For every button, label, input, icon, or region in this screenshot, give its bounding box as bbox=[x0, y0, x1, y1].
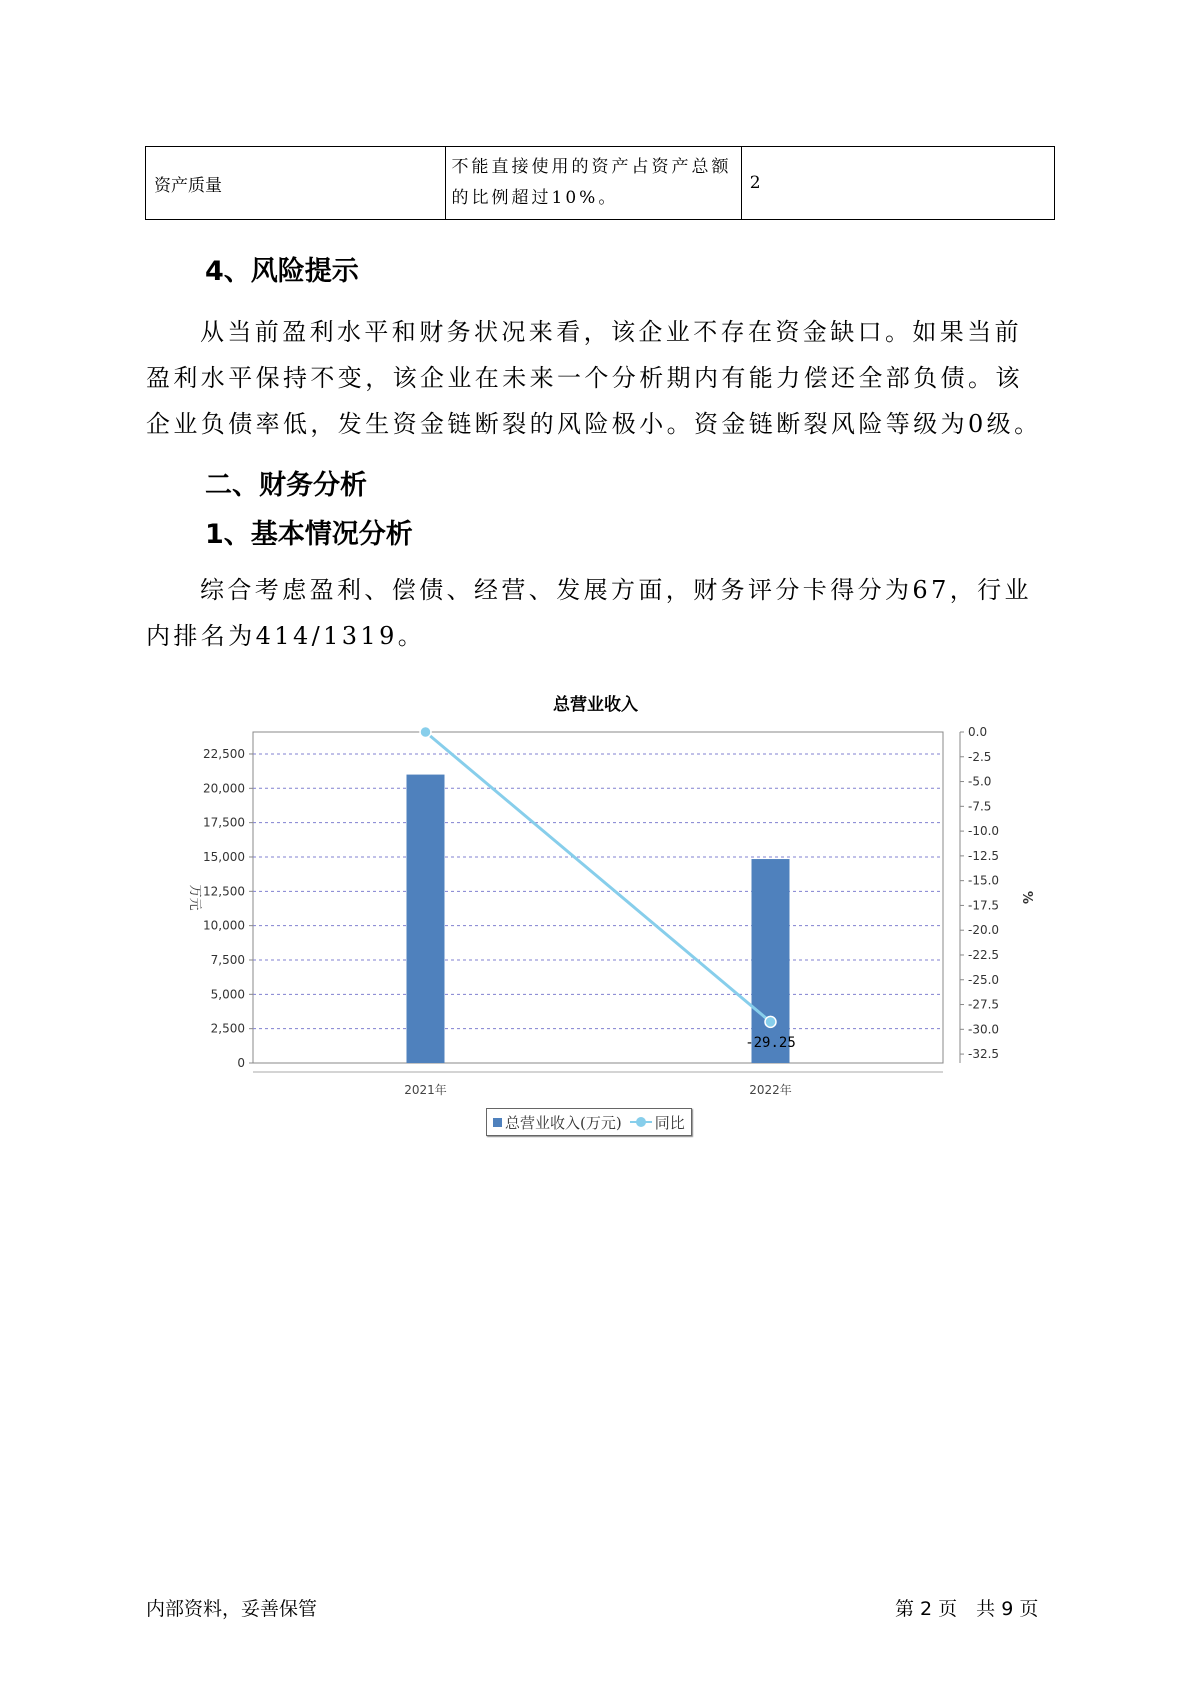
y-tick-label: 7,500 bbox=[210, 952, 245, 967]
y-tick-label: 5,000 bbox=[210, 987, 245, 1002]
y2-tick-label: -17.5 bbox=[968, 898, 1000, 913]
chart-legend bbox=[486, 1108, 692, 1136]
yoy-line bbox=[426, 732, 771, 1022]
y2-tick-label: -27.5 bbox=[968, 997, 1000, 1012]
y-axis-label: 万元 bbox=[187, 884, 202, 911]
legend-line-swatch bbox=[630, 1117, 652, 1127]
revenue-bar bbox=[407, 775, 445, 1063]
y-tick-label: 2,500 bbox=[210, 1021, 245, 1036]
y-tick-label: 10,000 bbox=[203, 918, 245, 933]
yoy-data-label: -29.25 bbox=[745, 1034, 796, 1051]
footer-left: 内部资料，妥善保管 bbox=[146, 1598, 318, 1620]
y-tick-label: 22,500 bbox=[203, 746, 245, 761]
y2-tick-label: -10.0 bbox=[968, 824, 1000, 839]
y-tick-label: 12,500 bbox=[203, 884, 245, 899]
x-tick-label: 2022年 bbox=[749, 1083, 792, 1097]
y2-tick-label: -30.0 bbox=[968, 1022, 1000, 1037]
y2-tick-label: 0.0 bbox=[968, 725, 988, 739]
risk-heading: 4、风险提示 bbox=[205, 256, 359, 287]
table-cell-criterion: 不能直接使用的资产占资产总额的比例超过10%。 bbox=[445, 147, 741, 220]
y-tick-label: 20,000 bbox=[203, 781, 245, 796]
y2-tick-label: -15.0 bbox=[968, 873, 1000, 888]
y2-tick-label: -5.0 bbox=[968, 774, 992, 789]
financial-analysis-heading: 二、财务分析 bbox=[205, 470, 367, 501]
basic-analysis-heading: 1、基本情况分析 bbox=[205, 519, 413, 550]
y2-tick-label: -12.5 bbox=[968, 848, 1000, 863]
y-tick-label: 17,500 bbox=[203, 815, 245, 830]
y-tick-label: 15,000 bbox=[203, 849, 245, 864]
yoy-point bbox=[765, 1016, 776, 1027]
y2-tick-label: -20.0 bbox=[968, 923, 1000, 938]
y-tick-label: 0 bbox=[237, 1056, 245, 1070]
y2-tick-label: -22.5 bbox=[968, 947, 1000, 962]
x-tick-label: 2021年 bbox=[404, 1083, 447, 1097]
chart-title: 总营业收入 bbox=[553, 695, 638, 715]
footer-page-number: 第 2 页 共 9 页 bbox=[895, 1598, 1039, 1620]
y2-tick-label: -7.5 bbox=[968, 799, 992, 814]
y2-axis-label: % bbox=[1019, 890, 1034, 905]
plot-area bbox=[253, 732, 943, 1063]
yoy-point bbox=[420, 727, 431, 738]
basic-analysis-text: 综合考虑盈利、偿债、经营、发展方面，财务评分卡得分为67，行业内排名为414/1319。 bbox=[146, 576, 1032, 650]
risk-paragraph-text: 从当前盈利水平和财务状况来看，该企业不存在资金缺口。如果当前盈利水平保持不变，该企业在未来一个分析期内有能力偿还全部负债。该企业负债率低，发生资金链断裂的风险极小。资金链断裂风险等级为0级。 bbox=[146, 318, 1042, 438]
legend-line-label: 同比 bbox=[654, 1113, 685, 1132]
y2-tick-label: -2.5 bbox=[968, 749, 992, 764]
y2-tick-label: -32.5 bbox=[968, 1047, 1000, 1062]
legend-bar-label: 总营业收入(万元) bbox=[505, 1113, 622, 1132]
table-cell-score: 2 bbox=[741, 147, 1054, 220]
legend-bar-swatch bbox=[493, 1118, 502, 1127]
y2-tick-label: -25.0 bbox=[968, 972, 1000, 987]
revenue-bar bbox=[752, 859, 790, 1063]
table-cell-item: 资产质量 bbox=[146, 147, 446, 220]
